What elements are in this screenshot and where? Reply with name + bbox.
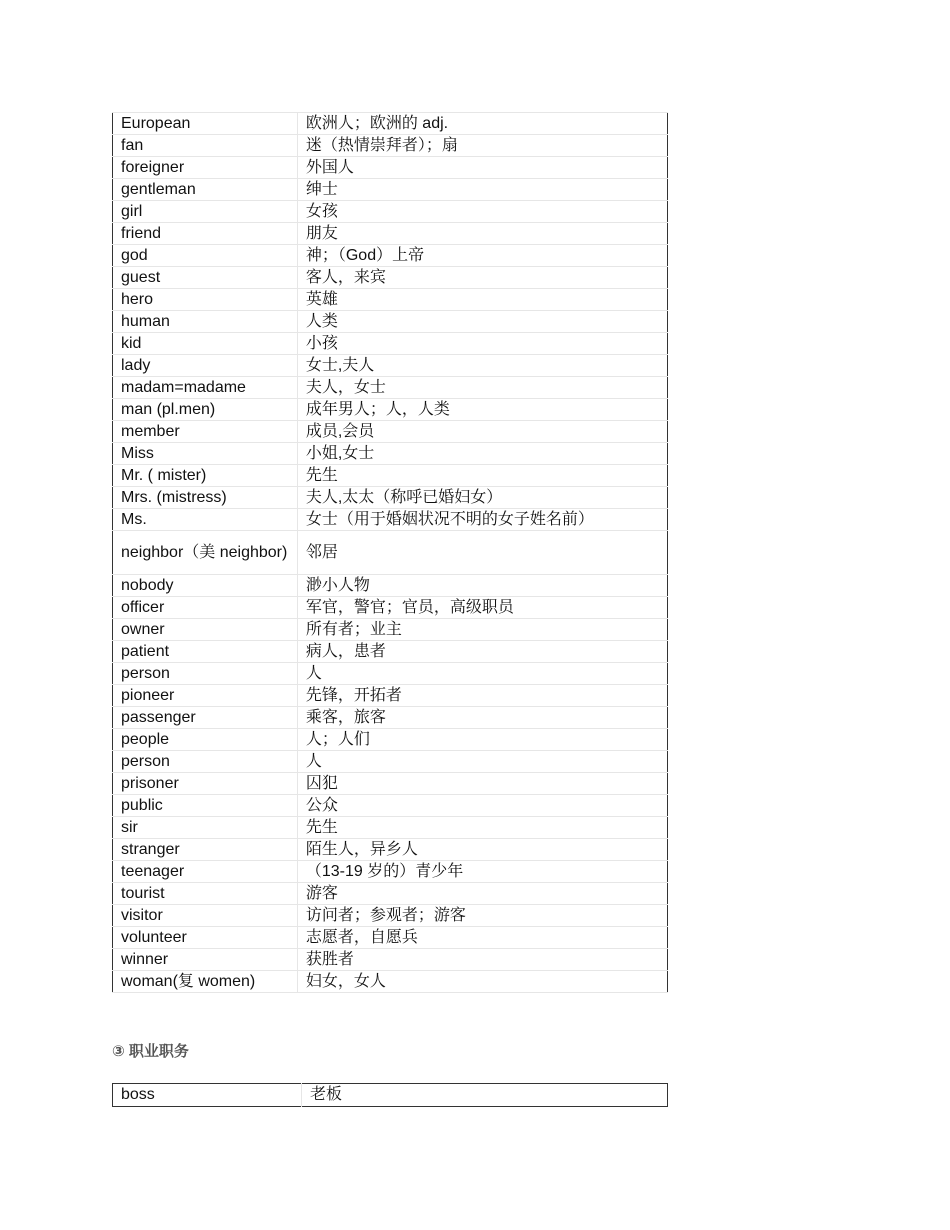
english-word: officer (113, 597, 298, 619)
chinese-meaning: 欧洲人；欧洲的 adj. (297, 113, 667, 135)
vocab-row (113, 729, 668, 751)
vocab-row (113, 157, 668, 179)
chinese-meaning: 渺小人物 (297, 575, 667, 597)
english-word: patient (113, 641, 298, 663)
chinese-meaning: 陌生人，异乡人 (297, 839, 667, 861)
vocab-row (113, 575, 668, 597)
vocab-row (113, 179, 668, 201)
chinese-meaning: 囚犯 (297, 773, 667, 795)
vocab-row (113, 707, 668, 729)
english-word: prisoner (113, 773, 298, 795)
english-word: nobody (113, 575, 298, 597)
chinese-meaning: 获胜者 (297, 949, 667, 971)
english-word: Ms. (113, 509, 298, 531)
english-word: tourist (113, 883, 298, 905)
chinese-meaning: 成年男人；人，人类 (297, 399, 667, 421)
chinese-meaning: 先生 (297, 817, 667, 839)
english-word: neighbor（美 neighbor) (113, 531, 298, 575)
vocab-row (113, 421, 668, 443)
chinese-meaning: 先锋，开拓者 (297, 685, 667, 707)
vocab-row (113, 267, 668, 289)
chinese-meaning: 访问者；参观者；游客 (297, 905, 667, 927)
vocab-row (113, 927, 668, 949)
vocab-row (113, 597, 668, 619)
chinese-meaning: 迷（热情崇拜者）；扇 (297, 135, 667, 157)
vocab-row (113, 333, 668, 355)
vocab-row (113, 685, 668, 707)
chinese-meaning: 人 (297, 663, 667, 685)
chinese-meaning: 妇女，女人 (297, 971, 667, 993)
chinese-meaning: 邻居 (297, 531, 667, 575)
chinese-meaning: 公众 (297, 795, 667, 817)
occupations-vocabulary-table (112, 1083, 668, 1107)
vocab-row (113, 135, 668, 157)
english-word: friend (113, 223, 298, 245)
english-word: member (113, 421, 298, 443)
english-word: boss (113, 1084, 302, 1107)
english-word: winner (113, 949, 298, 971)
vocab-row (113, 311, 668, 333)
vocab-row (113, 509, 668, 531)
vocab-row (113, 465, 668, 487)
english-word: gentleman (113, 179, 298, 201)
english-word: hero (113, 289, 298, 311)
chinese-meaning: 成员,会员 (297, 421, 667, 443)
english-word: lady (113, 355, 298, 377)
chinese-meaning: 人 (297, 751, 667, 773)
vocab-row (113, 223, 668, 245)
chinese-meaning: 客人，来宾 (297, 267, 667, 289)
chinese-meaning: 先生 (297, 465, 667, 487)
vocab-row (113, 949, 668, 971)
english-word: people (113, 729, 298, 751)
vocab-row (113, 531, 668, 575)
english-word: Mrs. (mistress) (113, 487, 298, 509)
english-word: girl (113, 201, 298, 223)
chinese-meaning: 小姐,女士 (297, 443, 667, 465)
vocab-row (113, 399, 668, 421)
vocab-row (113, 619, 668, 641)
vocab-row (113, 113, 668, 135)
chinese-meaning: 人类 (297, 311, 667, 333)
vocab-row (113, 839, 668, 861)
chinese-meaning: 乘客，旅客 (297, 707, 667, 729)
chinese-meaning: 军官，警官；官员，高级职员 (297, 597, 667, 619)
section-heading-occupations: ③ 职业职务 (112, 1043, 189, 1060)
vocab-row (113, 751, 668, 773)
english-word: Miss (113, 443, 298, 465)
vocab-row (113, 289, 668, 311)
english-word: guest (113, 267, 298, 289)
english-word: person (113, 663, 298, 685)
chinese-meaning: 游客 (297, 883, 667, 905)
english-word: woman(复 women) (113, 971, 298, 993)
english-word: passenger (113, 707, 298, 729)
english-word: sir (113, 817, 298, 839)
vocab-row (113, 663, 668, 685)
english-word: kid (113, 333, 298, 355)
english-word: madam=madame (113, 377, 298, 399)
chinese-meaning: 女孩 (297, 201, 667, 223)
english-word: European (113, 113, 298, 135)
vocab-row (113, 1084, 668, 1107)
english-word: public (113, 795, 298, 817)
vocab-row (113, 861, 668, 883)
english-word: teenager (113, 861, 298, 883)
occupations-vocabulary-body (113, 1084, 668, 1107)
chinese-meaning: （13-19 岁的）青少年 (297, 861, 667, 883)
vocab-row (113, 883, 668, 905)
english-word: stranger (113, 839, 298, 861)
english-word: Mr. ( mister) (113, 465, 298, 487)
chinese-meaning: 老板 (310, 1086, 343, 1103)
vocab-row (113, 773, 668, 795)
vocab-row (113, 201, 668, 223)
chinese-meaning: 小孩 (297, 333, 667, 355)
vocab-row (113, 795, 668, 817)
vocab-row (113, 377, 668, 399)
english-word: foreigner (113, 157, 298, 179)
chinese-meaning: 所有者；业主 (297, 619, 667, 641)
chinese-meaning: 病人，患者 (297, 641, 667, 663)
vocab-row (113, 641, 668, 663)
vocab-row (113, 245, 668, 267)
english-word: owner (113, 619, 298, 641)
chinese-meaning: 女士（用于婚姻状况不明的女子姓名前） (297, 509, 667, 531)
chinese-meaning: 朋友 (297, 223, 667, 245)
english-word: person (113, 751, 298, 773)
chinese-meaning: 人；人们 (297, 729, 667, 751)
english-word: volunteer (113, 927, 298, 949)
chinese-meaning: 绅士 (297, 179, 667, 201)
chinese-meaning: 神；（God）上帝 (297, 245, 667, 267)
chinese-meaning: 外国人 (297, 157, 667, 179)
people-vocabulary-table (112, 112, 668, 993)
vocab-row (113, 487, 668, 509)
english-word: human (113, 311, 298, 333)
vocab-row (113, 971, 668, 993)
people-vocabulary-body (113, 113, 668, 993)
chinese-meaning: 志愿者，自愿兵 (297, 927, 667, 949)
chinese-meaning: 女士,夫人 (297, 355, 667, 377)
vocab-row (113, 443, 668, 465)
vocab-row (113, 817, 668, 839)
chinese-meaning: 夫人,太太（称呼已婚妇女） (297, 487, 667, 509)
english-word: pioneer (113, 685, 298, 707)
english-word: visitor (113, 905, 298, 927)
chinese-meaning: 英雄 (297, 289, 667, 311)
english-word: man (pl.men) (113, 399, 298, 421)
vocab-row (113, 355, 668, 377)
vocab-row (113, 905, 668, 927)
chinese-meaning: 夫人，女士 (297, 377, 667, 399)
english-word: fan (113, 135, 298, 157)
english-word: god (113, 245, 298, 267)
